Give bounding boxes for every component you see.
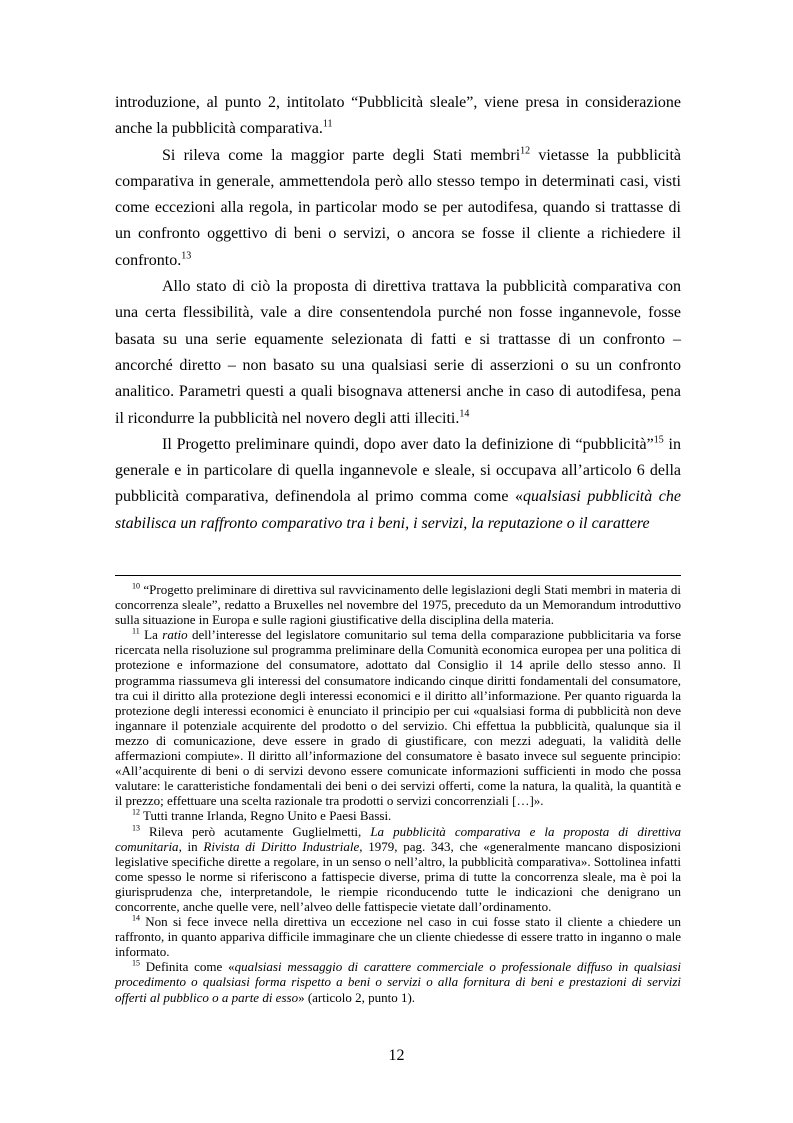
paragraph-2: Si rileva come la maggior parte degli Stati membri$^{12}$ vietasse la pubblicità comparativa in generale, ammettendola però allo stesso tempo in determinati casi, visti come eccezioni alla regola, in particolar modo se per autodifesa, quando si trattasse di un confronto oggettivo di beni o servizi, o ancora se fosse il cliente a richiedere il confronto.$^{13}$	[115, 145, 681, 269]
footnote-ref-13[interactable]: 13	[181, 250, 192, 262]
footnote-ref-14[interactable]: 14	[459, 408, 470, 420]
footnote-13: $^{13}$ Rileva però acutamente Guglielmetti, La pubblicità comparativa e la proposta di direttiva comunitaria, in Rivista di Diritto Industriale, 1979, pag. 343, che «generalmente mancano disposizioni legislative specifiche dirette a regolare, in un senso o nell’altro, la pubblicità comparativa». Sottolinea infatti come spesso le norme si riferiscono a fattispecie diverse, prima di tutte la concorrenza sleale, ma è poi la giurisprudenza che, interpretandole, le riempie riconducendo tutte le indicazioni che denigrano un concorrente, anche quelle vere, nell’alveo delle fattispecie vietate dall’ordinamento.	[115, 823, 681, 914]
main-text	[115, 90, 681, 537]
paragraph-3: Allo stato di ciò la proposta di direttiva trattava la pubblicità comparativa con una certa flessibilità, vale a dire consentendola purché non fosse ingannevole, fosse basata su una serie equamente selezionata di fatti e si trattasse di un confronto – ancorché diretto – non basato su una qualsiasi serie di asserzioni o su un confronto analitico. Parametri questi a quali bisognava attenersi anche in caso di autodifesa, pena il ricondurre la pubblicità nel novero degli atti illeciti.$^{14}$	[115, 278, 681, 427]
footnote-10: $^{10}$ “Progetto preliminare di direttiva sul ravvicinamento delle legislazioni degli Stati membri in materia di concorrenza sleale”, redatto a Bruxelles nel novembre del 1975, preceduto da un Memorandum introduttivo sulla situazione in Europa e sulle ragioni giustificative della disciplina della materia.	[115, 581, 681, 628]
footnote-ref-11[interactable]: 11	[322, 118, 333, 130]
paragraph-4: Il Progetto preliminare quindi, dopo aver dato la definizione di “pubblicità”$^{15}$ in generale e in particolare di quella ingannevole e sleale, si occupava all’articolo 6 della pubblicità comparativa, definendola al primo comma come «qualsiasi pubblicità che stabilisca un raffronto comparativo tra i beni, i servizi, la reputazione o il carattere	[115, 434, 681, 532]
footnote-12: $^{12}$ Tutti tranne Irlanda, Regno Unito e Paesi Bassi.	[132, 808, 392, 824]
paragraph-1: introduzione, al punto 2, intitolato “Pubblicità sleale”, viene presa in considerazione anche la pubblicità comparativa.$^{11}$	[115, 94, 681, 138]
page-number: 12	[388, 1047, 405, 1064]
footnote-15: $^{15}$ Definita come «qualsiasi messaggio di carattere commerciale o professionale diffuso in qualsiasi procedimento o qualsiasi forma rispetto a beni o servizi o alla fornitura di beni e prestazioni di servizi offerti al pubblico o a parte di esso» (articolo 2, punto 1).	[115, 959, 681, 1005]
footnote-separator	[115, 575, 681, 576]
footnote-14: $^{14}$ Non si fece invece nella direttiva un eccezione nel caso in cui fosse stato il cliente a chiedere un raffronto, in quanto appariva difficile immaginare che un cliente chiedesse di essere tratto in inganno o male informato.	[115, 913, 681, 960]
footnote-11: $^{11}$ La ratio dell’interesse del legislatore comunitario sul tema della comparazione pubblicitaria va forse ricercata nella risoluzione sul programma preliminare della Comunità economica europea per una politica di protezione e informazione del consumatore, adottato dal Consiglio il 14 aprile dello stesso anno. Il programma riassumeva gli interessi del consumatore indicando cinque diritti fondamentali del consumatore, tra cui il diritto alla protezione degli interessi economici e il diritto all’informazione. Per quanto riguarda la protezione degli interessi economici è enunciato il principio per cui «qualsiasi forma di pubblicità non deve ingannare il potenziale acquirente del prodotto o del servizio. Chi effettua la pubblicità, qualunque sia il mezzo di comunicazione, deve essere in grado di giustificare, con mezzi adeguati, la validità delle affermazioni compiute». Il diritto all’informazione del consumatore è basato invece sul seguente principio: «All’acquirente di beni o di servizi devono essere comunicate informazioni sufficienti in modo che possa valutare: le caratteristiche fondamentali dei beni o dei servizi offerti, come la natura, la qualità, la quantità e il prezzo; effettuare una scelta razionale tra prodotti o servizi concorrenziali […]».	[115, 626, 681, 809]
footnotes	[115, 582, 681, 1005]
footnote-ref-15[interactable]: 15	[653, 434, 664, 446]
footnote-ref-12[interactable]: 12	[520, 145, 531, 157]
